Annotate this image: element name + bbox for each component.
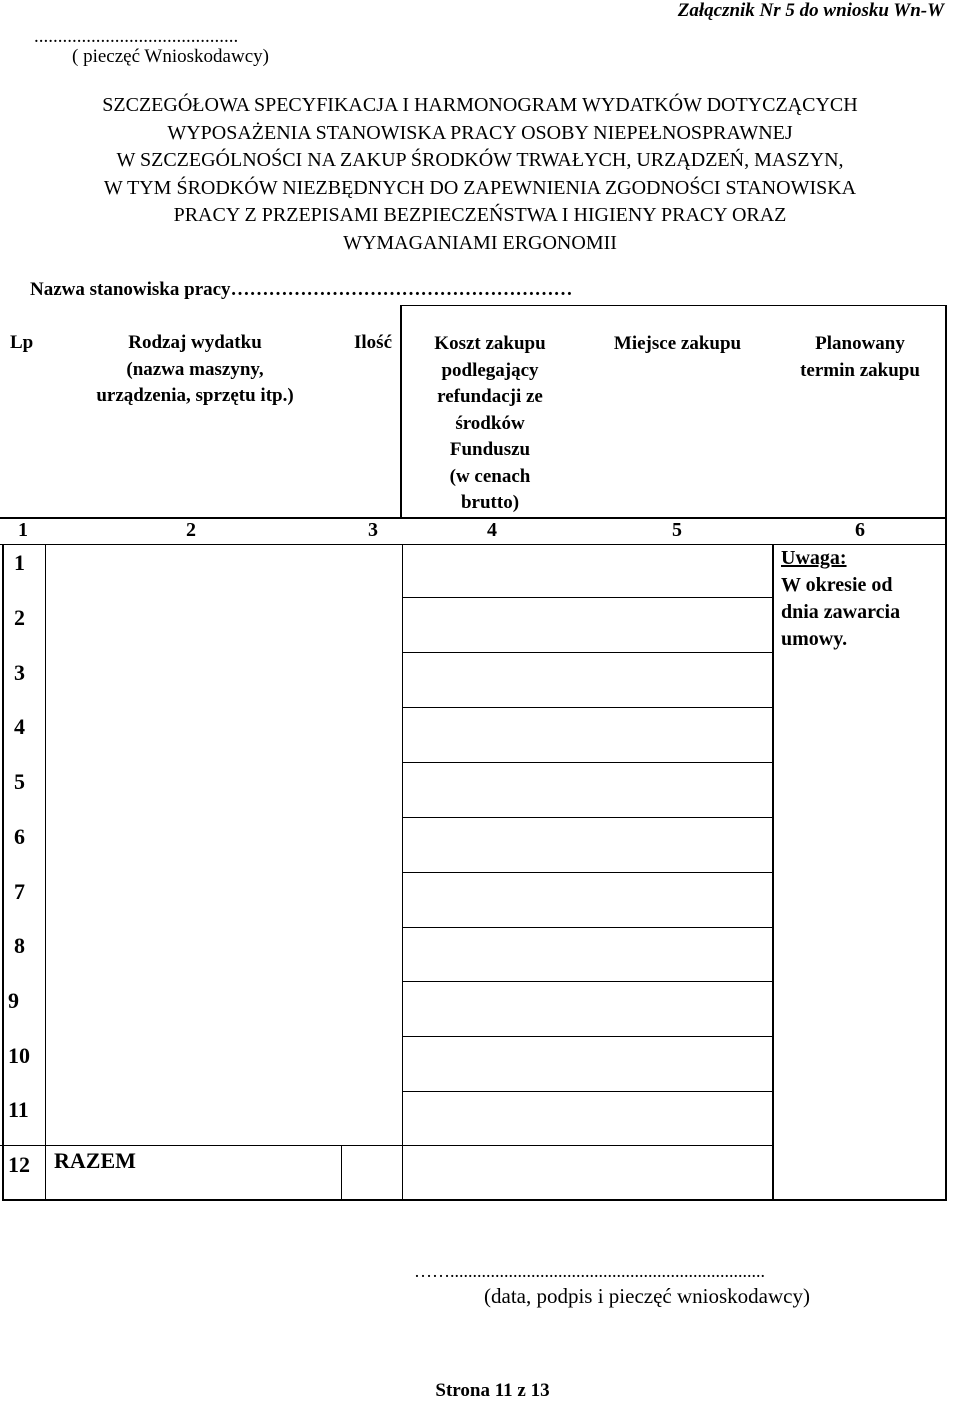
signature-label: (data, podpis i pieczęć wnioskodawcy) <box>484 1284 810 1308</box>
grid-line <box>400 305 947 306</box>
grid-line <box>402 707 773 708</box>
column-number: 1 <box>18 519 28 541</box>
title-line: SZCZEGÓŁOWA SPECYFIKACJA I HARMONOGRAM WYDATKÓW DOTYCZĄCYCH <box>102 94 858 116</box>
header-line: (w cenach <box>449 465 531 487</box>
header-line: refundacji ze <box>437 386 543 407</box>
row-number: 6 <box>14 824 25 849</box>
grid-line <box>402 1036 773 1037</box>
signature-dots: ……...................................................................... <box>414 1261 765 1281</box>
header-line: środków <box>455 412 525 434</box>
header-date <box>775 331 945 384</box>
row-number: 10 <box>8 1043 30 1068</box>
row-number: 11 <box>8 1097 29 1122</box>
row-number: 3 <box>14 660 25 685</box>
column-number: 5 <box>672 519 682 541</box>
row-number: 9 <box>8 988 19 1013</box>
header-line: (nazwa maszyny, <box>126 358 264 380</box>
column-number: 6 <box>855 519 865 541</box>
grid-line <box>402 1091 773 1092</box>
row-number: 1 <box>14 550 25 575</box>
header-line: termin zakupu <box>800 359 920 381</box>
grid-line <box>2 1199 947 1201</box>
header-line: Funduszu <box>449 439 531 460</box>
row-number: 7 <box>14 879 25 904</box>
row-number: 5 <box>14 769 25 794</box>
annex-label: Załącznik Nr 5 do wniosku Wn-W <box>677 0 944 21</box>
grid-line <box>45 544 46 1200</box>
title-line: W SZCZEGÓLNOŚCI NA ZAKUP ŚRODKÓW TRWAŁYCH, URZĄDZEŃ, MASZYN, <box>116 149 844 171</box>
header-quantity: Ilość <box>354 332 392 353</box>
note-line: umowy. <box>781 628 848 650</box>
column-number: 2 <box>186 519 196 541</box>
header-line: Koszt zakupu <box>434 333 546 354</box>
note-title: Uwaga: <box>781 547 847 569</box>
header-line: Rodzaj wydatku <box>128 332 262 353</box>
grid-line <box>402 872 773 873</box>
grid-line <box>2 544 4 1200</box>
header-place: Miejsce zakupu <box>613 333 742 354</box>
header-cost <box>405 331 575 517</box>
column-number: 4 <box>487 519 497 541</box>
grid-line <box>402 762 773 763</box>
title-line: WYPOSAŻENIA STANOWISKA PRACY OSOBY NIEPEŁNOSPRAWNEJ <box>167 121 793 144</box>
grid-line <box>402 597 773 598</box>
grid-line <box>0 1145 773 1146</box>
note-line: dnia zawarcia <box>781 601 901 623</box>
header-expense-type <box>50 330 340 410</box>
grid-line <box>402 817 773 818</box>
position-name-field[interactable]: Nazwa stanowiska pracy……………………………………………… <box>30 279 573 300</box>
page-number: Strona 11 z 13 <box>435 1380 550 1401</box>
header-line: urządzenia, sprzętu itp.) <box>96 385 294 406</box>
document-title <box>0 92 960 257</box>
grid-line <box>402 981 773 982</box>
grid-line <box>341 1145 342 1200</box>
row-number: 2 <box>14 605 25 630</box>
row-number: 4 <box>14 714 25 739</box>
stamp-label: ( pieczęć Wnioskodawcy) <box>72 46 269 67</box>
total-label: RAZEM <box>54 1148 136 1173</box>
stamp-placeholder-dots: ........................................... <box>34 26 239 47</box>
grid-line <box>945 305 947 1200</box>
grid-line <box>402 652 773 653</box>
grid-line <box>402 927 773 928</box>
title-line: PRACY Z PRZEPISAMI BEZPIECZEŃSTWA I HIGIENY PRACY ORAZ <box>173 204 787 226</box>
row-number: 8 <box>14 933 25 958</box>
header-line: brutto) <box>460 492 520 513</box>
title-line: WYMAGANIAMI ERGONOMII <box>343 231 617 254</box>
note-line: W okresie od <box>781 574 893 596</box>
column-number: 3 <box>368 519 378 541</box>
title-line: W TYM ŚRODKÓW NIEZBĘDNYCH DO ZAPEWNIENIA ZGODNOŚCI STANOWISKA <box>103 176 857 199</box>
header-line: podlegający <box>441 359 539 381</box>
date-note <box>781 545 900 653</box>
header-lp: Lp <box>10 332 34 353</box>
header-line: Planowany <box>815 333 905 354</box>
row-number: 12 <box>8 1152 30 1177</box>
grid-line <box>0 517 947 519</box>
